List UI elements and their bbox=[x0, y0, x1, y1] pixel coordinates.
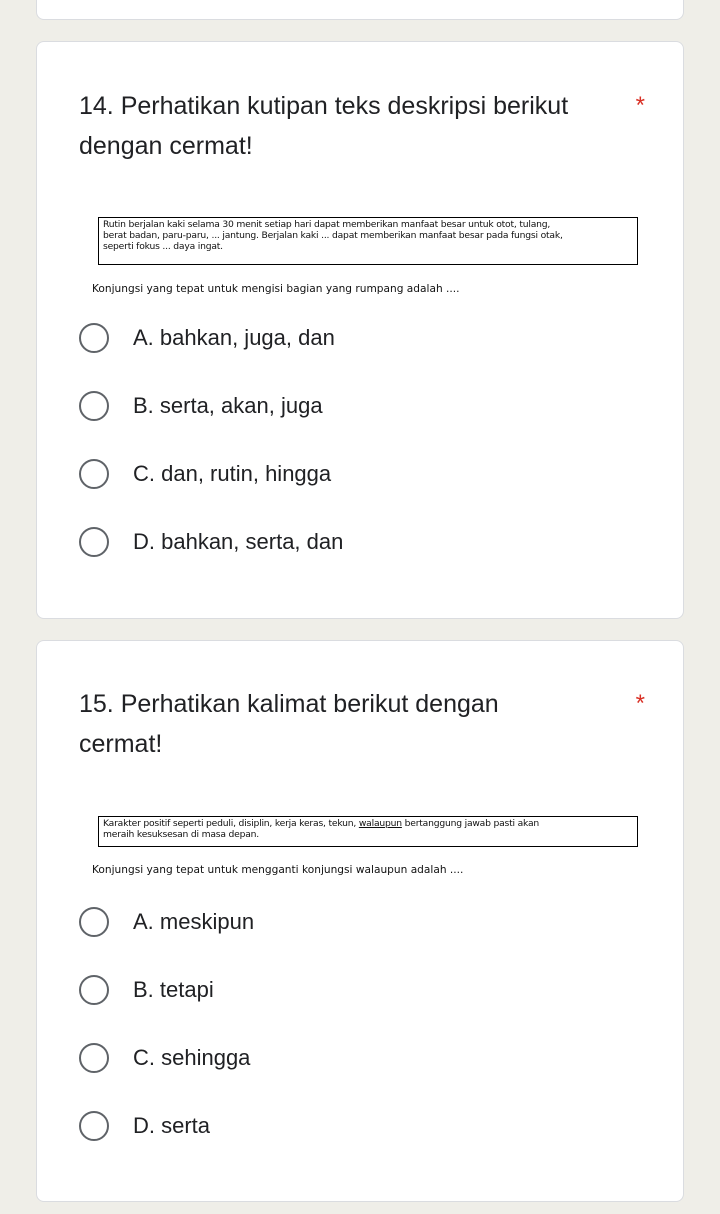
option-b[interactable] bbox=[79, 970, 214, 1010]
option-label: D. serta bbox=[133, 1113, 211, 1138]
radio-button[interactable] bbox=[79, 1111, 109, 1141]
option-label: A. meskipun bbox=[133, 909, 255, 934]
radio-button[interactable] bbox=[79, 527, 109, 557]
option-c[interactable] bbox=[79, 454, 331, 494]
option-a[interactable] bbox=[79, 318, 335, 358]
passage-box bbox=[98, 217, 638, 265]
question-title: 15. Perhatikan kalimat berikut dengan cermat! bbox=[79, 690, 499, 758]
option-c[interactable] bbox=[79, 1038, 250, 1078]
passage-line: Rutin berjalan kaki selama 30 menit setiap hari dapat memberikan manfaat besar untuk otot, tulang, bbox=[103, 219, 551, 230]
radio-button[interactable] bbox=[79, 1043, 109, 1073]
radio-button[interactable] bbox=[79, 391, 109, 421]
radio-button[interactable] bbox=[79, 323, 109, 353]
passage-line: berat badan, paru-paru, ... jantung. Berjalan kaki ... dapat memberikan manfaat besar pada fungsi otak, bbox=[103, 230, 563, 241]
radio-button[interactable] bbox=[79, 907, 109, 937]
option-b[interactable] bbox=[79, 386, 323, 426]
option-d[interactable] bbox=[79, 1106, 210, 1146]
option-label: B. tetapi bbox=[133, 977, 214, 1002]
question-instruction: Konjungsi yang tepat untuk mengganti konjungsi walaupun adalah .... bbox=[92, 864, 464, 876]
option-label: B. serta, akan, juga bbox=[133, 393, 323, 418]
option-label: C. dan, rutin, hingga bbox=[133, 461, 332, 486]
required-asterisk: * bbox=[635, 690, 645, 717]
passage-line: meraih kesuksesan di masa depan. bbox=[103, 829, 259, 840]
radio-button[interactable] bbox=[79, 975, 109, 1005]
option-label: A. bahkan, juga, dan bbox=[133, 325, 335, 350]
question-title: 14. Perhatikan kutipan teks deskripsi berikut dengan cermat! bbox=[79, 92, 569, 160]
option-d[interactable] bbox=[79, 522, 343, 562]
passage-box bbox=[98, 816, 638, 847]
question-card-14 bbox=[36, 41, 684, 619]
option-label: C. sehingga bbox=[133, 1045, 251, 1070]
option-label: D. bahkan, serta, dan bbox=[133, 529, 344, 554]
required-asterisk: * bbox=[635, 92, 645, 119]
question-card-15 bbox=[36, 640, 684, 1202]
previous-question-card bbox=[36, 0, 684, 20]
passage-line: seperti fokus ... daya ingat. bbox=[103, 241, 223, 252]
passage-line: Karakter positif seperti peduli, disiplin, kerja keras, tekun, walaupun bertanggung jawab pasti akan bbox=[103, 818, 540, 829]
radio-button[interactable] bbox=[79, 459, 109, 489]
underlined-conjunction: walaupun bbox=[358, 818, 402, 829]
option-a[interactable] bbox=[79, 902, 254, 942]
question-instruction: Konjungsi yang tepat untuk mengisi bagian yang rumpang adalah .... bbox=[92, 283, 460, 295]
